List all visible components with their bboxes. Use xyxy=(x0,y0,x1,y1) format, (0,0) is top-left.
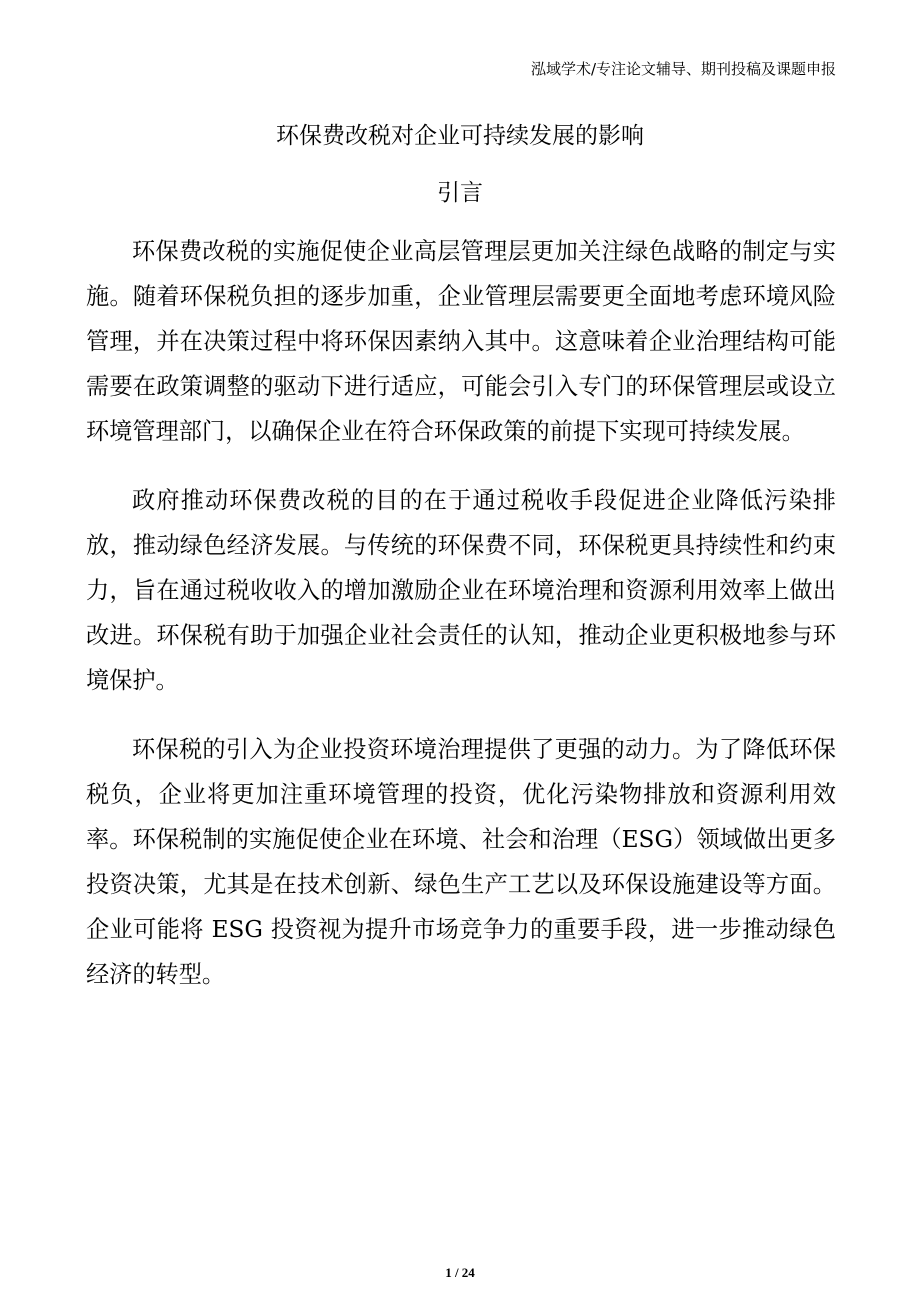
body-paragraph-2: 政府推动环保费改税的目的在于通过税收手段促进企业降低污染排放，推动绿色经济发展。与传统的环保费不同，环保税更具持续性和约束力，旨在通过税收收入的增加激励企业在环境治理和资源利用效率上做出改进。环保税有助于加强企业社会责任的认知，推动企业更积极地参与环境保护。 xyxy=(86,487,836,694)
document-title: 环保费改税对企业可持续发展的影响 xyxy=(276,123,644,149)
section-heading: 引言 xyxy=(437,180,483,206)
document-body xyxy=(86,229,836,1021)
header-divider xyxy=(84,88,836,89)
body-paragraph-1: 环保费改税的实施促使企业高层管理层更加关注绿色战略的制定与实施。随着环保税负担的逐步加重，企业管理层需要更全面地考虑环境风险管理，并在决策过程中将环保因素纳入其中。这意味着企业治理结构可能需要在政策调整的驱动下进行适应，可能会引入专门的环保管理层或设立环境管理部门，以确保企业在符合环保政策的前提下实现可持续发展。 xyxy=(86,238,836,445)
page-number: 1 / 24 xyxy=(445,1265,475,1280)
page-header: 泓域学术/专注论文辅导、期刊投稿及课题申报 xyxy=(530,60,836,78)
body-paragraph-3: 环保税的引入为企业投资环境治理提供了更强的动力。为了降低环保税负，企业将更加注重环境管理的投资，优化污染物排放和资源利用效率。环保税制的实施促使企业在环境、社会和治理（ESG）领域做出更多投资决策，尤其是在技术创新、绿色生产工艺以及环保设施建设等方面。企业可能将 ESG 投资视为提升市场竞争力的重要手段，进一步推动绿色经济的转型。 xyxy=(86,736,836,988)
